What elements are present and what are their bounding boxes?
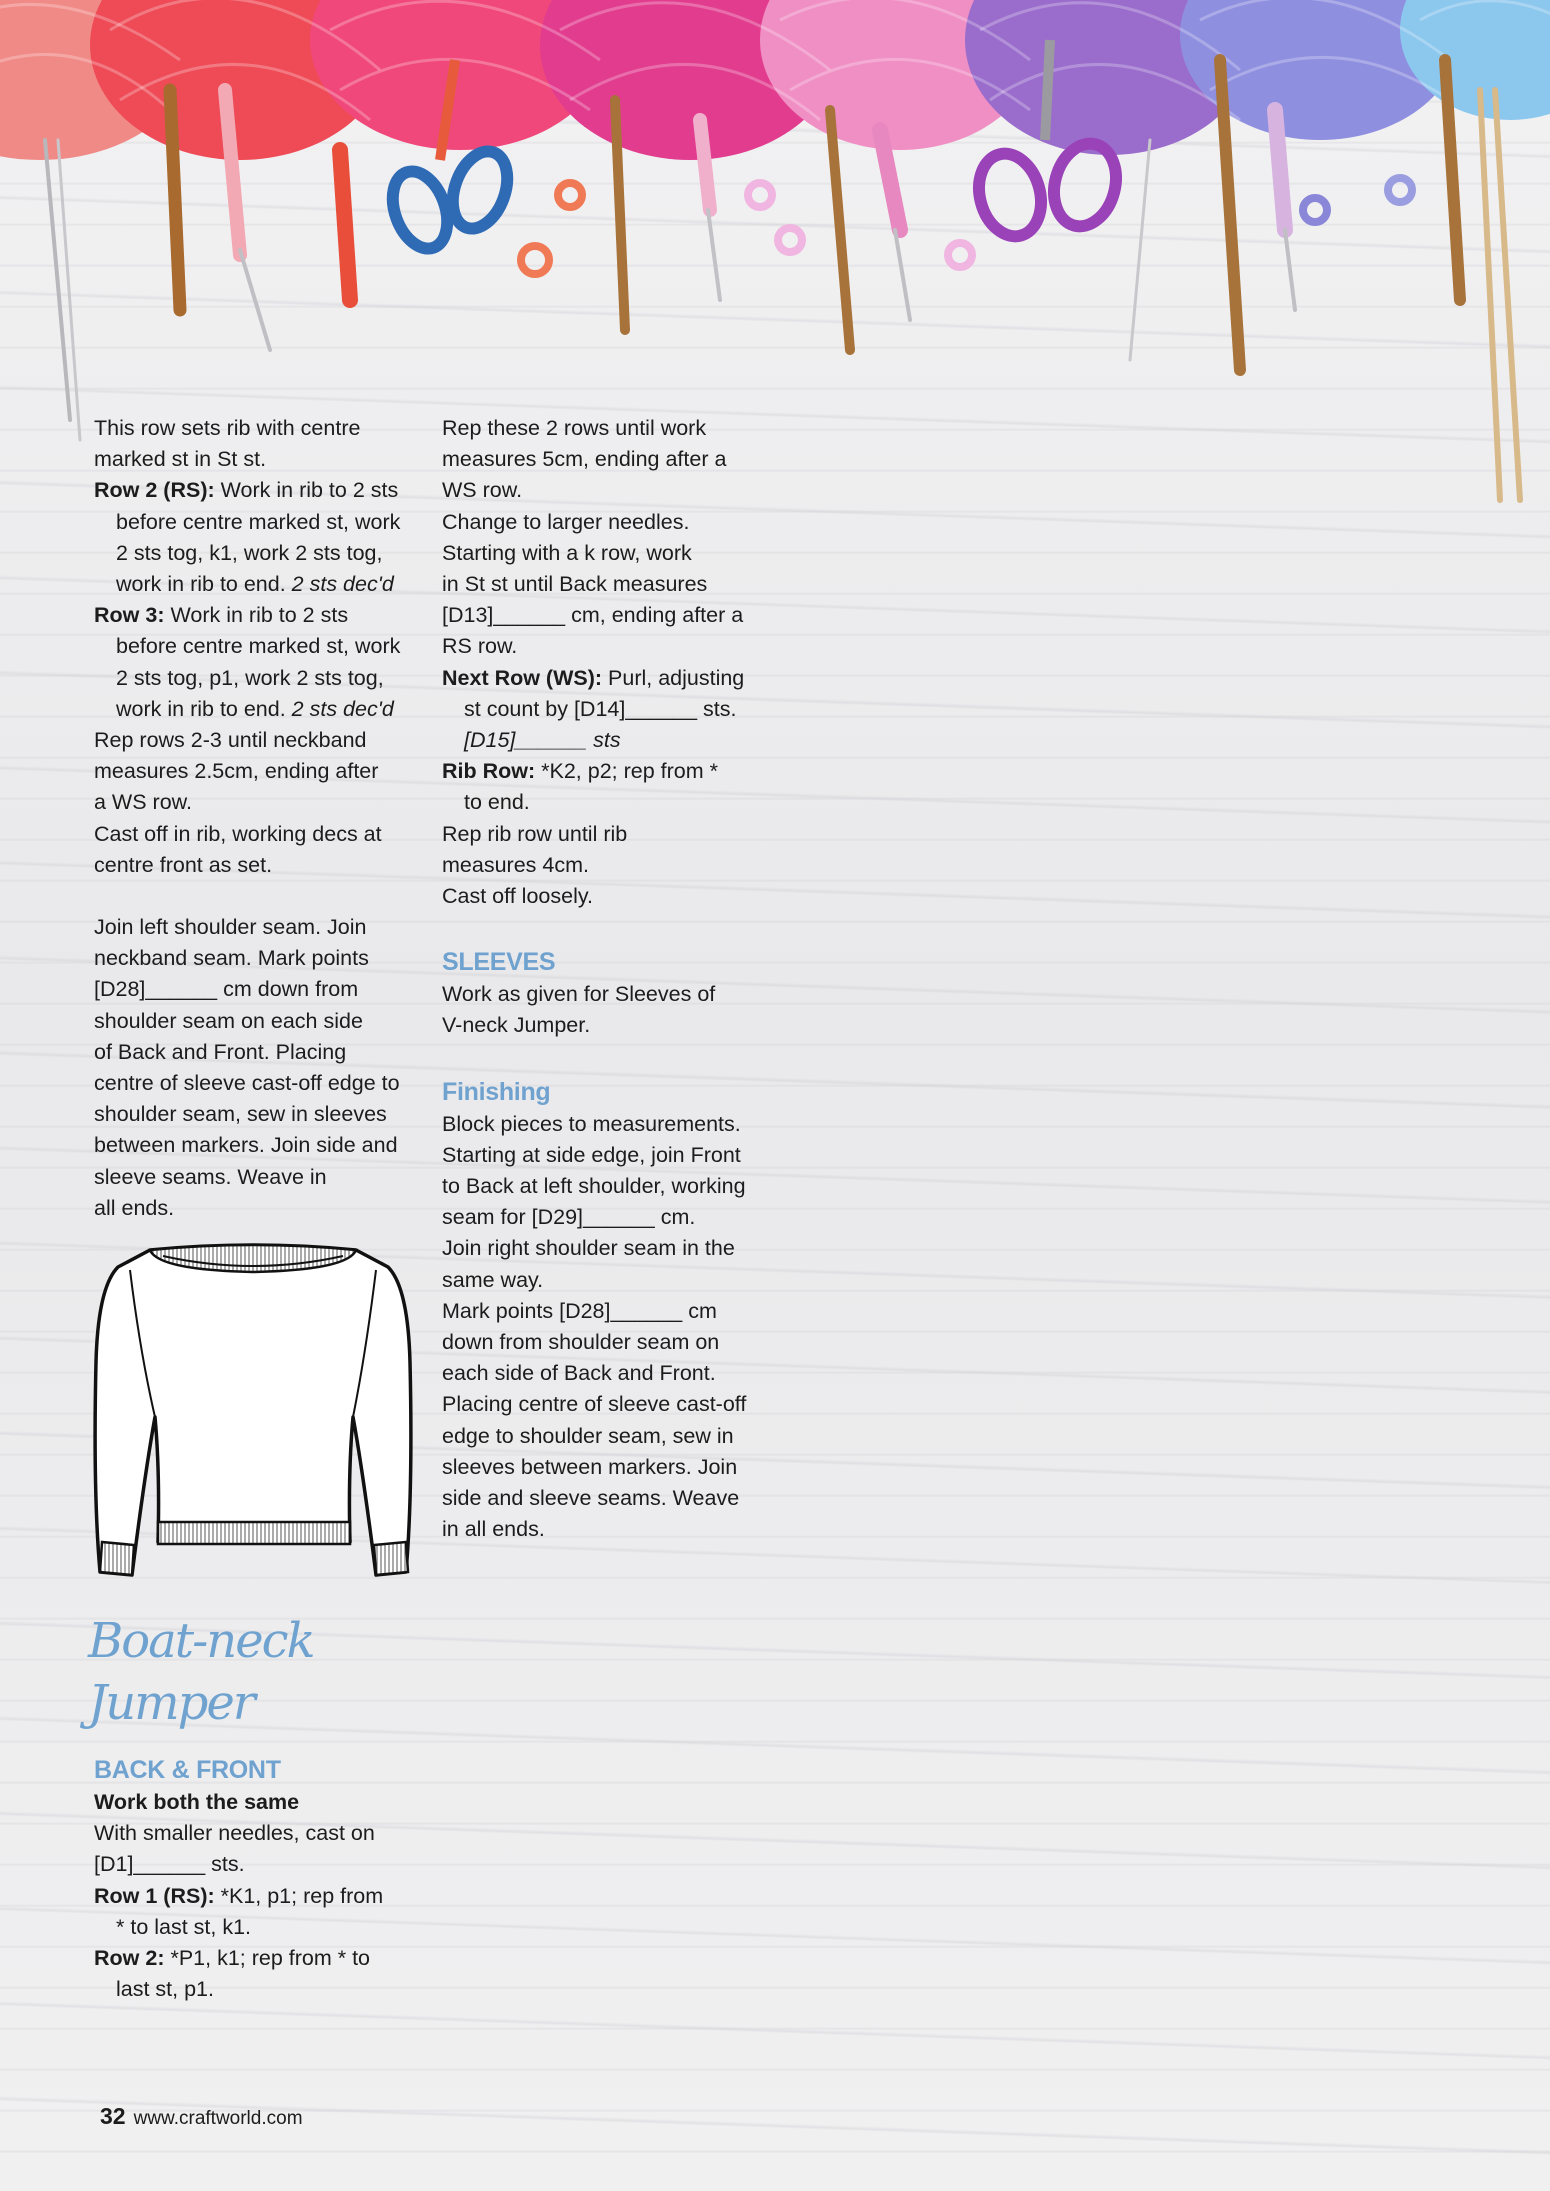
pattern-line: edge to shoulder seam, sew in [442,1423,734,1448]
pattern-line: 2 sts tog, p1, work 2 sts tog, [116,665,384,690]
pattern-line: WS row. [442,478,523,503]
pattern-line: before centre marked st, work [116,509,401,534]
pattern-line: Row 1 (RS): *K1, p1; rep from [94,1883,384,1908]
pattern-line: [D1]______ sts. [94,1852,245,1877]
pattern-line: Rep rows 2-3 until neckband [94,728,367,753]
pattern-line: Rep these 2 rows until work [442,416,707,440]
pattern-line: Cast off in rib, working decs at [94,821,382,846]
pattern-line: sleeve seams. Weave in [94,1164,327,1189]
pattern-line: seam for [D29]______ cm. [442,1205,696,1230]
pattern-line: RS row. [442,634,518,659]
title-line-2: Jumper [88,1675,254,1731]
pattern-line: Block pieces to measurements. [442,1111,741,1136]
pattern-line: neckband seam. Mark points [94,946,369,971]
page-number: 32 [100,2103,126,2129]
pattern-line: Cast off loosely. [442,884,593,909]
pattern-column-2 [442,413,772,1546]
pattern-line: last st, p1. [116,1977,214,2002]
pattern-line: 2 sts tog, k1, work 2 sts tog, [116,540,383,565]
pattern-line: Starting at side edge, join Front [442,1142,741,1167]
footer-url: www.craftworld.com [133,2108,303,2129]
pattern-line: same way. [442,1267,544,1292]
back-front-subheading: Work both the same [94,1790,300,1814]
pattern-line: Change to larger needles. [442,509,690,534]
title-line-1: Boat-neck [88,1613,314,1669]
pattern-line: Mark points [D28]______ cm [442,1298,717,1323]
pattern-line: V-neck Jumper. [442,1013,591,1038]
pattern-line: a WS row. [94,790,192,815]
pattern-line: before centre marked st, work [116,634,401,659]
pattern-line: between markers. Join side and [94,1133,398,1158]
finishing-heading: Finishing [442,1077,551,1106]
pattern-line: shoulder seam, sew in sleeves [94,1102,387,1127]
pattern-line: [D28]______ cm down from [94,977,359,1002]
pattern-line: Row 3: Work in rib to 2 sts [94,603,349,628]
pattern-line: Work as given for Sleeves of [442,982,716,1007]
pattern-line: sleeves between markers. Join [442,1454,738,1479]
pattern-line: Rib Row: *K2, p2; rep from * [442,759,718,784]
page-footer [100,2103,303,2130]
pattern-line: centre of sleeve cast-off edge to [94,1071,400,1096]
pattern-line: marked st in St st. [94,447,267,472]
pattern-line: measures 5cm, ending after a [442,447,727,472]
pattern-line: shoulder seam on each side [94,1008,363,1033]
pattern-line: measures 4cm. [442,852,589,877]
pattern-line: Placing centre of sleeve cast-off [442,1392,747,1417]
back-front-section [94,1753,424,2005]
pattern-line: [D15]______ sts [464,728,621,753]
sleeves-heading: SLEEVES [442,948,556,977]
pattern-title [88,1610,314,1734]
back-front-heading: BACK & FRONT [94,1756,281,1784]
pattern-line: With smaller needles, cast on [94,1821,375,1846]
pattern-line: Row 2 (RS): Work in rib to 2 sts [94,478,399,503]
pattern-line: [D13]______ cm, ending after a [442,603,744,628]
pattern-line: Rep rib row until rib [442,821,628,846]
pattern-line: Join left shoulder seam. Join [94,915,367,940]
pattern-line: work in rib to end. 2 sts dec'd [116,696,394,721]
pattern-line: Join right shoulder seam in the [442,1236,735,1261]
pattern-line: down from shoulder seam on [442,1330,720,1355]
pattern-line: measures 2.5cm, ending after [94,759,379,784]
pattern-line: * to last st, k1. [116,1914,252,1939]
pattern-line: of Back and Front. Placing [94,1039,347,1064]
pattern-line: in all ends. [442,1517,545,1542]
pattern-line: Next Row (WS): Purl, adjusting [442,665,745,690]
pattern-line: This row sets rib with centre [94,416,361,440]
pattern-line: Row 2: *P1, k1; rep from * to [94,1946,371,1971]
pattern-line: Starting with a k row, work [442,540,692,565]
pattern-line: work in rib to end. 2 sts dec'd [116,572,394,597]
pattern-line: to Back at left shoulder, working [442,1174,746,1199]
pattern-line: side and sleeve seams. Weave [442,1486,740,1511]
pattern-line: each side of Back and Front. [442,1361,716,1386]
pattern-line: in St st until Back measures [442,572,708,597]
pattern-line: all ends. [94,1195,175,1220]
sweater-illustration [88,1242,418,1592]
pattern-line: centre front as set. [94,852,273,877]
pattern-line: to end. [464,790,530,815]
pattern-column-1 [94,413,424,1224]
pattern-line: st count by [D14]______ sts. [464,696,737,721]
